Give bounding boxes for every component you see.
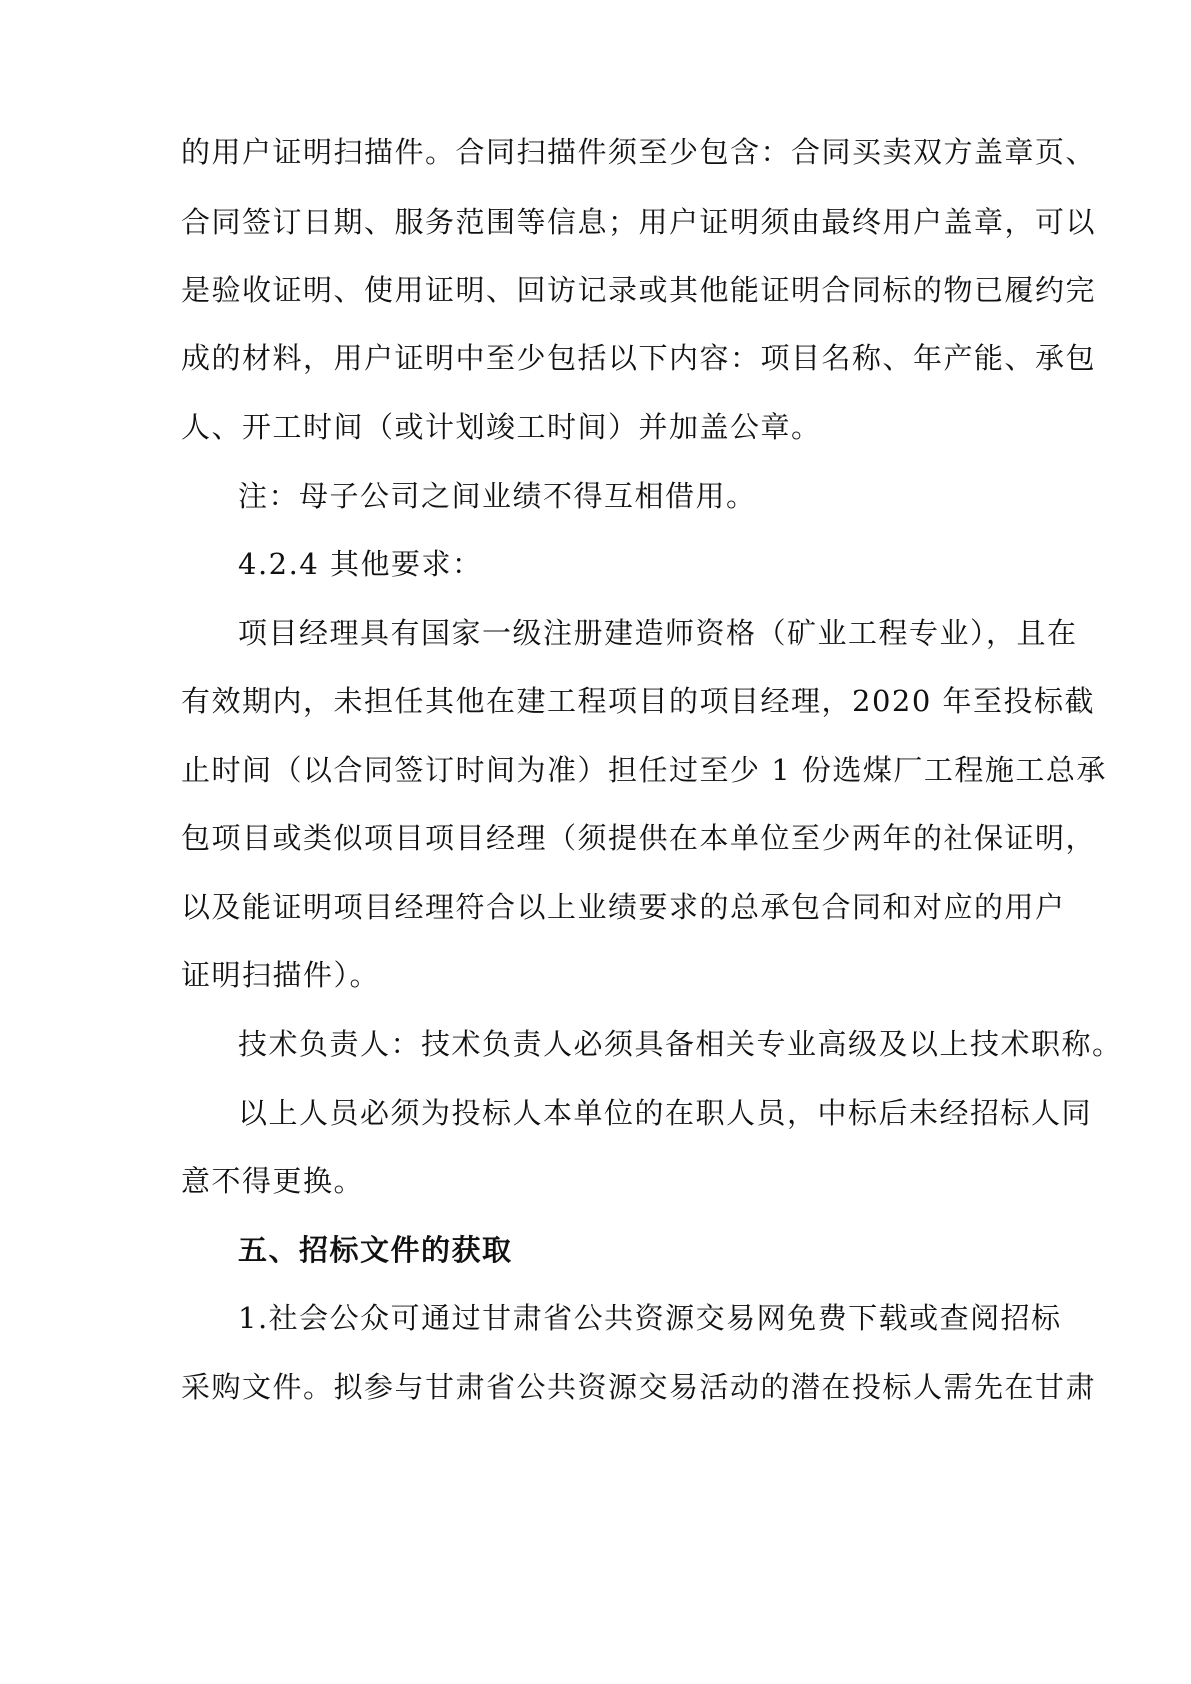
section-heading: 五、招标文件的获取: [238, 1233, 513, 1267]
body-line: 人、开工时间（或计划竣工时间）并加盖公章。: [181, 410, 822, 444]
body-line: 是验收证明、使用证明、回访记录或其他能证明合同标的物已履约完: [181, 273, 1097, 307]
body-line: 1.社会公众可通过甘肃省公共资源交易网免费下载或查阅招标: [238, 1301, 1062, 1335]
body-line: 以上人员必须为投标人本单位的在职人员，中标后未经招标人同: [238, 1096, 1093, 1130]
note-line: 注：母子公司之间业绩不得互相借用。: [238, 479, 757, 513]
body-line: 止时间（以合同签订时间为准）担任过至少 1 份选煤厂工程施工总承: [181, 753, 1107, 787]
body-line: 合同签订日期、服务范围等信息；用户证明须由最终用户盖章，可以: [181, 205, 1097, 239]
body-line: 意不得更换。: [181, 1164, 365, 1198]
body-line: 证明扫描件）。: [181, 958, 381, 992]
body-line: 采购文件。拟参与甘肃省公共资源交易活动的潜在投标人需先在甘肃: [181, 1370, 1097, 1404]
body-line: 技术负责人：技术负责人必须具备相关专业高级及以上技术职称。: [238, 1027, 1123, 1061]
body-line: 包项目或类似项目项目经理（须提供在本单位至少两年的社保证明，: [181, 821, 1097, 855]
body-line: 项目经理具有国家一级注册建造师资格（矿业工程专业），且在: [238, 616, 1078, 650]
body-line: 以及能证明项目经理符合以上业绩要求的总承包合同和对应的用户: [181, 890, 1066, 924]
body-line: 成的材料，用户证明中至少包括以下内容：项目名称、年产能、承包: [181, 341, 1097, 375]
section-number-line: 4.2.4 其他要求：: [238, 547, 483, 581]
body-line: 的用户证明扫描件。合同扫描件须至少包含：合同买卖双方盖章页、: [181, 135, 1097, 169]
body-line: 有效期内，未担任其他在建工程项目的项目经理，2020 年至投标截: [181, 684, 1096, 718]
